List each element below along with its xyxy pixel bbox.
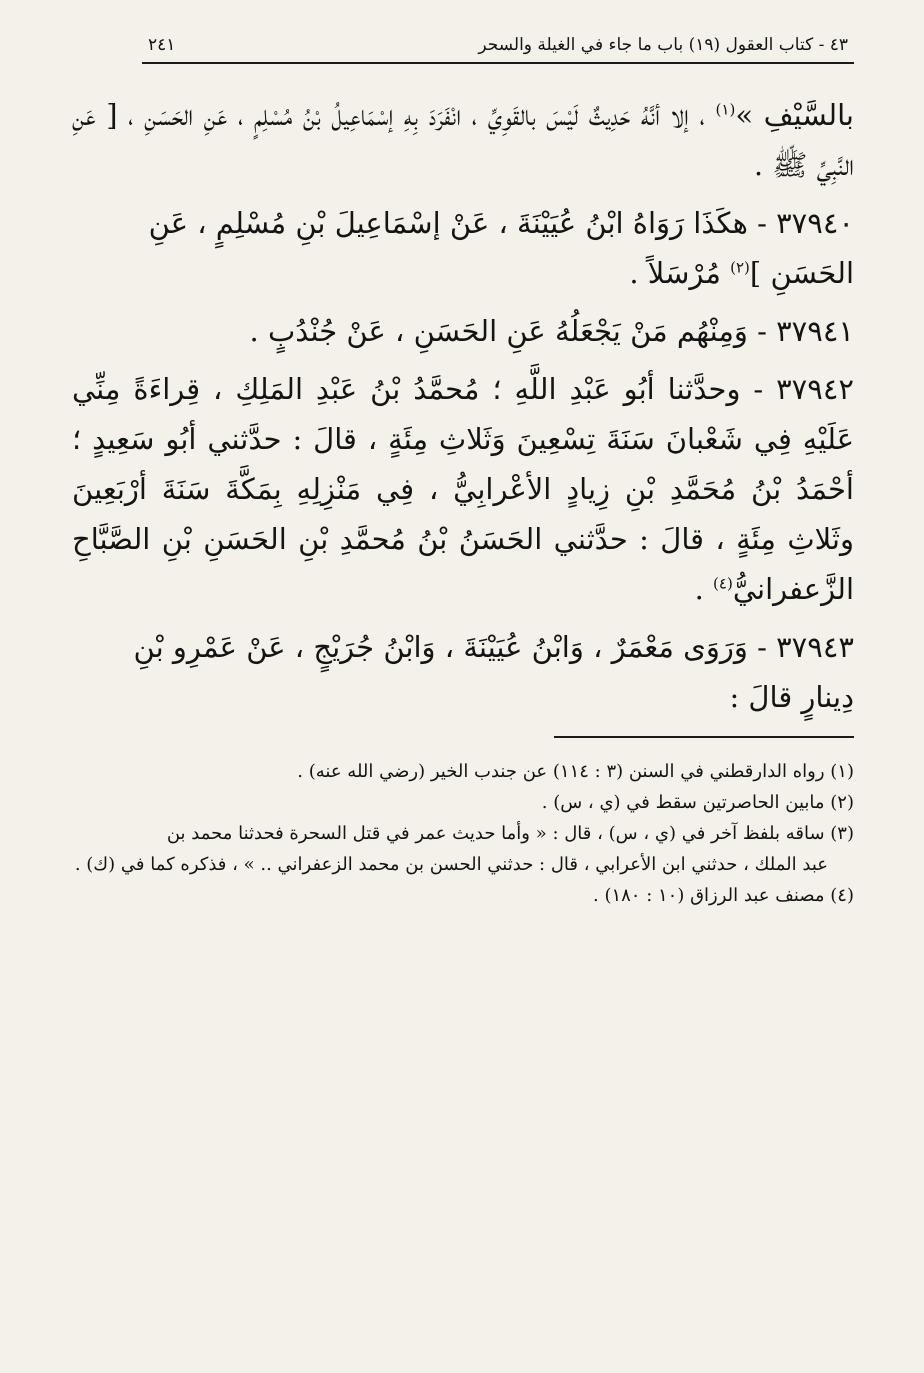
footnotes xyxy=(72,756,854,911)
paragraph: بالسَّيْفِ »$^{(١)}$ ، إلا أنَّهُ حَدِيثٌ لَيْسَ بالقَوِيِّ ، انْفَرَدَ بِهِ إسْمَاعِيلُ بْنُ مُسْلِمٍ ، عَنِ الحَسَنِ ، [ عَنِ النَّبِيِّ ﷺ . xyxy=(72,98,854,182)
footnote-ref: (٢) xyxy=(730,258,750,277)
footnote: (٣) ساقه بلفظ آخر في (ي ، س) ، قال : « وأما حديث عمر في قتل السحرة فحدثنا محمد بن xyxy=(166,823,854,844)
footnote-divider xyxy=(554,736,854,738)
paragraph: ٣٧٩٤٠ - هكَذَا رَوَاهُ ابْنُ عُيَيْنَةَ ، عَنْ إسْمَاعِيلَ بْنِ مُسْلِمٍ ، عَنِ الحَسَنِ ]$^{(٢)}$ مُرْسَلاً . xyxy=(148,206,854,290)
footnote-continuation: عبد الملك ، حدثني ابن الأعرابي ، قال : حدثني الحسن بن محمد الزعفراني .. » ، فذكره كما في (ك) . xyxy=(74,854,828,875)
running-head xyxy=(142,34,854,64)
footnote: (٤) مصنف عبد الرزاق (١٠ : ١٨٠) . xyxy=(593,885,854,906)
running-head-title: ٤٣ - كتاب العقول (١٩) باب ما جاء في الغيلة والسحر xyxy=(478,35,848,55)
footnote: (٢) مابين الحاصرتين سقط في (ي ، س) . xyxy=(541,792,854,813)
paragraph: ٣٧٩٤١ - وَمِنْهُم مَنْ يَجْعَلُهُ عَنِ الحَسَنِ ، عَنْ جُنْدُبٍ . xyxy=(249,314,854,348)
main-text xyxy=(72,90,854,722)
footnote-ref: (٤) xyxy=(713,574,733,593)
page-number: ٢٤١ xyxy=(148,35,176,55)
footnote-ref: (١) xyxy=(715,100,736,119)
paragraph: ٣٧٩٤٢ - وحدَّثنا أبُو عَبْدِ اللَّهِ ؛ مُحمَّدُ بْنُ عَبْدِ المَلِكِ ، قِراءَةً مِنِّي عَلَيْهِ فِي شَعْبانَ سَنَةَ تِسْعِينَ وَثَلاثِ مِئَةٍ ، قالَ : حدَّثني أبُو سَعِيدٍ ؛ أحْمَدُ بْنُ مُحَمَّدِ بْنِ زِيادٍ الأعْرابِيُّ ، فِي مَنْزِلِهِ بِمَكَّةَ سَنَةَ أرْبَعِينَ وثَلاثِ مِئَةٍ ، قالَ : حدَّثني الحَسَنُ بْنُ مُحمَّدِ بْنِ الحَسَنِ بْنِ الصَّبَّاحِ الزَّعفرانيُّ$^{(٤)}$ . xyxy=(72,372,854,606)
paragraph: ٣٧٩٤٣ - وَرَوَى مَعْمَرٌ ، وَابْنُ عُيَيْنَةَ ، وَابْنُ جُرَيْجٍ ، عَنْ عَمْرِو بْنِ دِينارٍ قالَ : xyxy=(133,630,854,714)
footnote: (١) رواه الدارقطني في السنن (٣ : ١١٤) عن جندب الخير (رضي الله عنه) . xyxy=(297,761,854,782)
